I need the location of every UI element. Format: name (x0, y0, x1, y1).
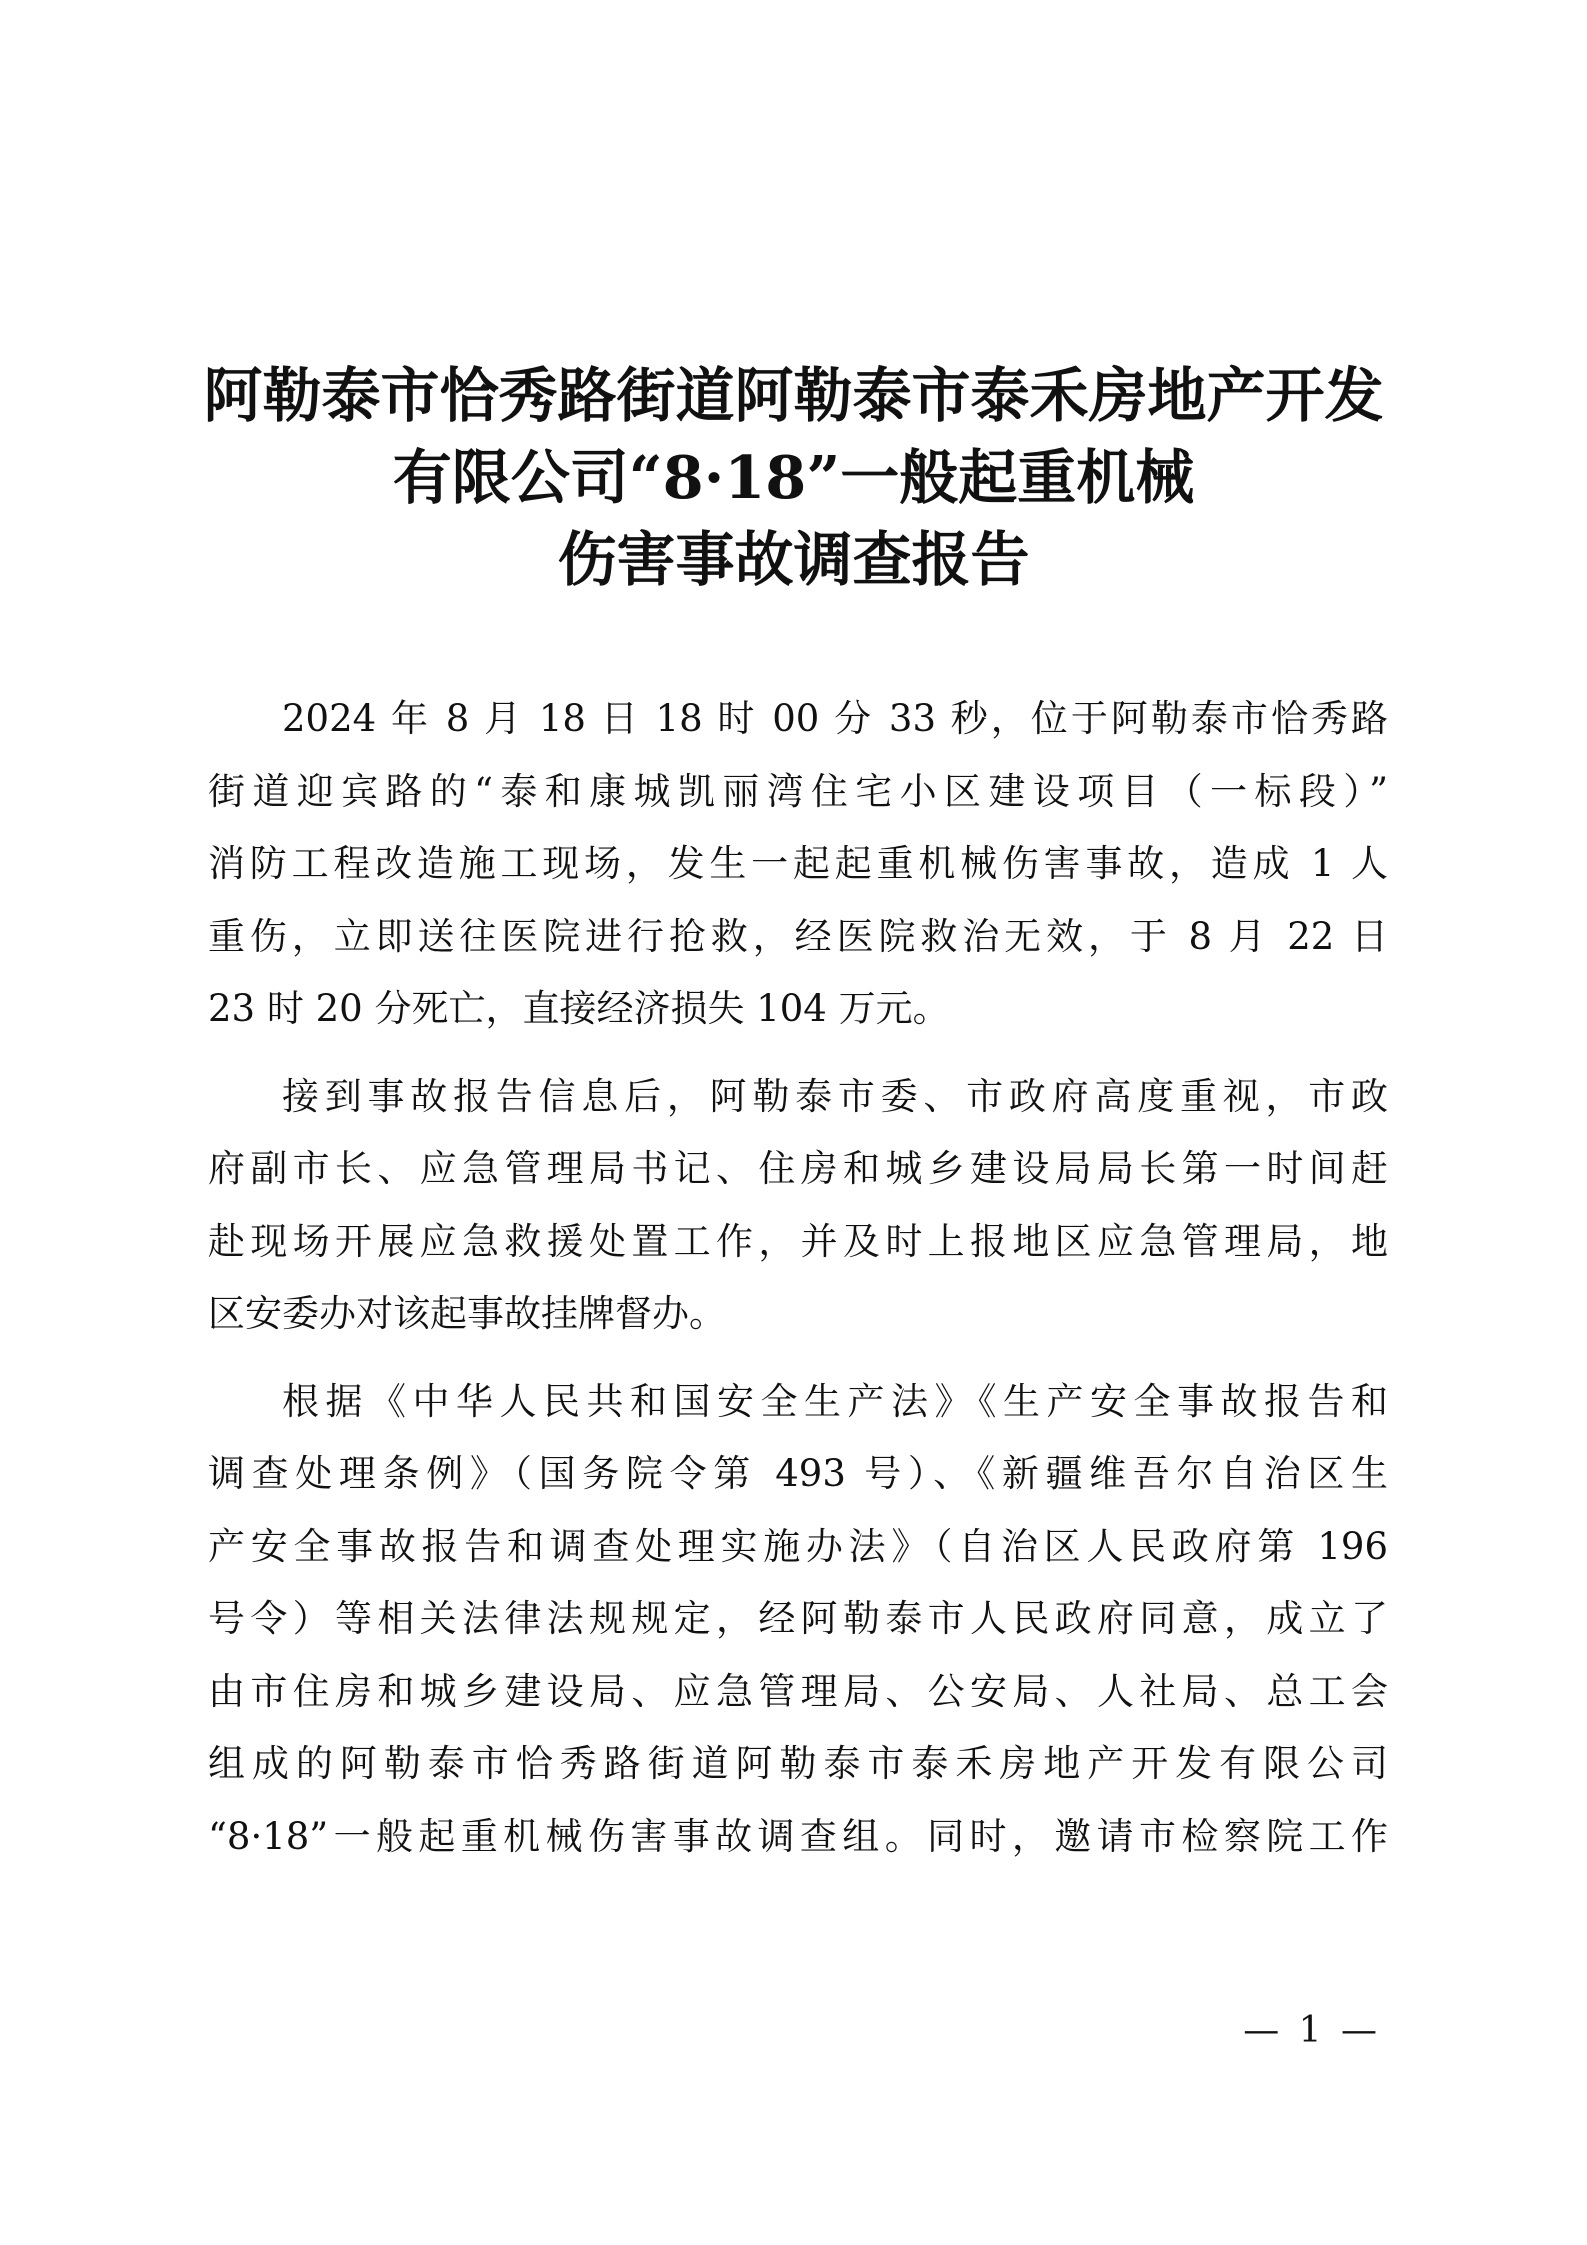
page-number: — 1 — (1243, 2010, 1381, 2051)
document-body (208, 683, 1388, 1888)
paragraph-line: 由市住房和城乡建设局、应急管理局、公安局、人社局、总工会 (208, 1669, 1388, 1713)
paragraph-line: 根据《中华人民共和国安全生产法》《生产安全事故报告和 (282, 1379, 1388, 1423)
paragraph-line: 产安全事故报告和调查处理实施办法》（自治区人民政府第 196 (208, 1524, 1388, 1568)
paragraph-line: 23 时 20 分死亡，直接经济损失 104 万元。 (208, 987, 950, 1030)
paragraph-line: 接到事故报告信息后，阿勒泰市委、市政府高度重视，市政 (282, 1074, 1388, 1118)
paragraph-line: 街道迎宾路的“泰和康城凯丽湾住宅小区建设项目（一标段）” (208, 769, 1388, 813)
paragraph-line: “8·18”一般起重机械伤害事故调查组。同时，邀请市检察院工作 (208, 1814, 1388, 1858)
paragraph-legal-basis (208, 1366, 1388, 1874)
paragraph-line: 区安委办对该起事故挂牌督办。 (208, 1292, 726, 1335)
document-title (180, 355, 1407, 601)
paragraph-line: 调查处理条例》（国务院令第 493 号）、《新疆维吾尔自治区生 (208, 1452, 1388, 1495)
paragraph-line: 号令）等相关法律法规规定，经阿勒泰市人民政府同意，成立了 (208, 1597, 1388, 1640)
paragraph-line: 2024 年 8 月 18 日 18 时 00 分 33 秒，位于阿勒泰市恰秀路 (282, 697, 1388, 740)
paragraph-line: 组成的阿勒泰市恰秀路街道阿勒泰市泰禾房地产开发有限公司 (208, 1742, 1388, 1785)
paragraph-line: 府副市长、应急管理局书记、住房和城乡建设局局长第一时间赶 (208, 1147, 1388, 1190)
title-line-1: 阿勒泰市恰秀路街道阿勒泰市泰禾房地产开发 (203, 361, 1384, 430)
title-line-2: 有限公司“8·18”一般起重机械 (392, 443, 1195, 512)
paragraph-line: 消防工程改造施工现场，发生一起起重机械伤害事故，造成 1 人 (208, 842, 1388, 885)
paragraph-accident-summary (208, 683, 1388, 1046)
paragraph-line: 重伤，立即送往医院进行抢救，经医院救治无效，于 8 月 22 日 (208, 914, 1388, 958)
paragraph-line: 赴现场开展应急救援处置工作，并及时上报地区应急管理局，地 (208, 1219, 1388, 1263)
paragraph-response (208, 1061, 1388, 1351)
title-line-3: 伤害事故调查报告 (557, 525, 1030, 594)
